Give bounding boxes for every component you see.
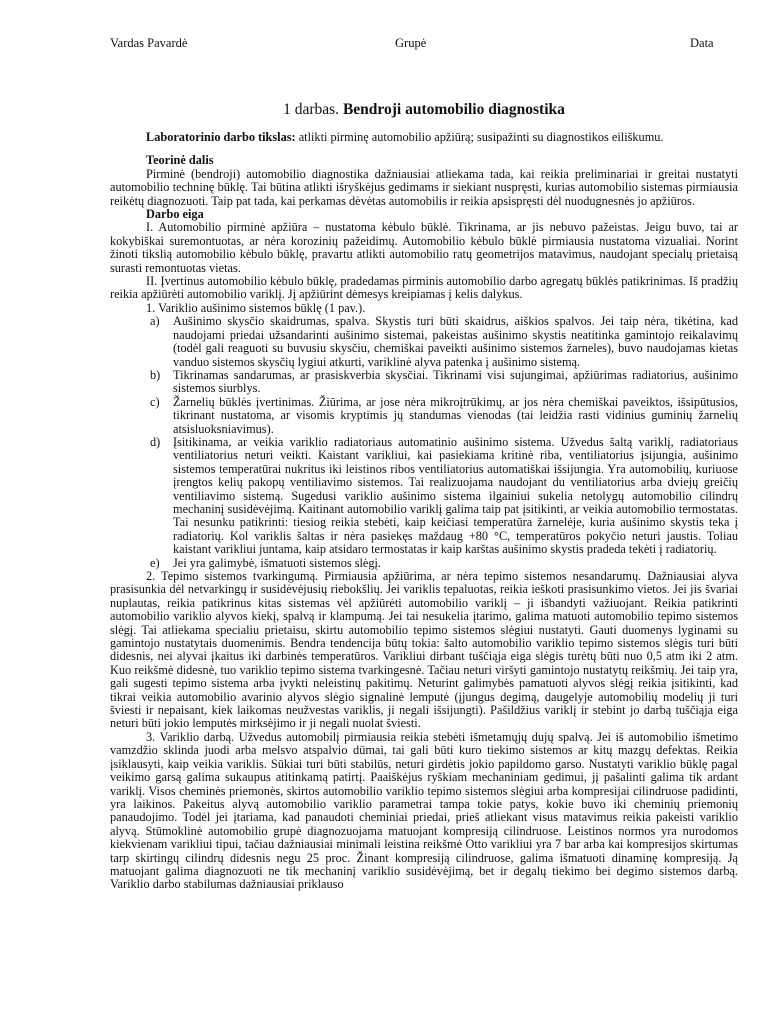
sub-item-b	[150, 369, 738, 396]
sub-item-text: Tikrinamas sandarumas, ar prasiskverbia skysčiai. Tikrinami visi sujungimai, apžiūrimas radiatorius, aušinimo sistemos siurblys.	[173, 367, 738, 396]
sub-item-label: b)	[150, 367, 161, 382]
sub-item-label: d)	[150, 434, 161, 449]
goal-paragraph	[146, 131, 738, 144]
sub-item-a	[150, 315, 738, 369]
title-main: Bendroji automobilio diagnostika	[342, 101, 565, 118]
sub-item-d	[150, 436, 738, 557]
procedure-paragraph-2: II. Įvertinus automobilio kėbulo būklę, pradedamas pirminis automobilio darbo agregatų būklės patikrinimas. Iš pradžių reikia apžiūrėti automobilio variklį. Jį apžiūrint dėmesys kreipiamas į kelis dalykus.	[110, 274, 738, 302]
sub-item-c	[150, 396, 738, 436]
sub-item-text: Aušinimo skysčio skaidrumas, spalva. Skystis turi būti skaidrus, aiškios spalvos. Jei taip nėra, tikėtina, kad naudojami priedai užsandarinti aušinimo sistemai, pakeistas aušinimo skystis neatitinka gamintojo reikalavimų (todėl gali reaguoti su buvusiu skysčiu, chemiškai paveikti aušinimo sistemos žarneles), buvo naudojamas kietas vanduo sistemos skysčių lygiui atkurti, variklinė alyva patenka į aušinimo sistemą.	[173, 314, 738, 369]
sub-item-label: e)	[150, 555, 160, 570]
theory-heading: Teorinė dalis	[146, 153, 214, 168]
header-date: Data	[690, 36, 714, 50]
theory-paragraph: Pirminė (bendroji) automobilio diagnostika dažniausiai atliekama tada, kai reikia preliminariai ir greitai nustatyti automobilio techninę būklę. Tai būtina atlikti išryškėjus gedimams ir siekiant nuspręsti, kurias automobilio sistemas pirmiausia reikėtų diagnozuoti. Taip pat tada, kai perkamas dėvėtas automobilis ir reikia apsispręsti dėl nuodugnesnės jo apžiūros.	[110, 166, 738, 208]
sub-item-label: c)	[150, 394, 160, 409]
sub-item-text: Įsitikinama, ar veikia variklio radiatoriaus automatinio aušinimo sistema. Užvedus šaltą variklį, radiatoriaus ventiliatorius neturi veikti. Kaistant varikliui, kai pasiekiama kritinė riba, ventiliatorius įsijungia, aušinimo sistemos temperatūrai nukritus iki leistinos ribos ventiliatorius automatiškai išsijungia. Yra automobilių, kuriuose įrengtos kelių pakopų ventiliavimo sistemos. Tai realizuojama naudojant du ventiliatorius arba dviejų greičių ventiliavimo sistemą. Sugedusi variklio aušinimo sistema ilgainiui sukelia netolygų automobilio cilindrų mechaninį susidėvėjimą. Kaitinant automobilio variklį galima taip pat įsitikinti, ar veikia automobilio termostatas. Tai nesunku patikrinti: tiesiog reikia stebėti, kaip keičiasi temperatūra žarnelėje, kuria aušinimo skystis teka į radiatorių. Kol variklis šaltas ir nėra pasiekęs maždaug +80 °C, temperatūros pokyčio neturi jaustis. Toliau kaistant varikliui juntama, kaip atsidaro termostatas ir kaip karštas aušinimo skystis pradeda tekėti į radiatorių.	[173, 434, 738, 557]
header-group: Grupė	[395, 36, 427, 50]
document-body	[110, 101, 738, 892]
sub-item-e	[150, 557, 738, 570]
goal-text: atlikti pirminę automobilio apžiūrą; susipažinti su diagnostikos eiliškumu.	[295, 130, 664, 144]
header-name: Vardas Pavardė	[110, 36, 188, 50]
sub-item-text: Žarnelių būklės įvertinimas. Žiūrima, ar jose nėra mikroįtrūkimų, ar jos nėra chemiškai paveiktos, išsipūtusios, tikrinant nustatoma, ar visomis kryptimis jų standumas vienodas (tai leidžia rasti vidinius guminių žarnelių atsisluoksniavimus).	[173, 394, 738, 436]
procedure-heading: Darbo eiga	[146, 207, 204, 222]
goal-label: Laboratorinio darbo tikslas:	[146, 130, 296, 144]
sub-item-label: a)	[150, 314, 160, 329]
list-item-2: 2. Tepimo sistemos tvarkingumą. Pirmiausia apžiūrima, ar nėra tepimo sistemos nesandarumų. Dažniausiai alyva prasisunkia dėl netvarkingų ir susidėvėjusių riebokšlių. Jei variklis tepaluotas, reikia ieškoti prasisunkimo vietos. Jei jis švariai nuplautas, reikia patikrinus kitas sistemas vėl apžiūrėti automobilio variklį – ji išbandyti važiuojant. Reikia patikrinti automobilio variklio alyvos kiekį, spalvą ir klampumą. Jei tai nesukelia įtarimo, galima matuoti automobilio tepimo sistemos slėgį. Tai atliekama specialiu prietaisu, skirtu automobilio tepimo sistemos slėgiui nustatyti. Gauti duomenys lyginami su gamintojo nustatytais duomenimis. Bendra tendencija būtų tokia: šalto automobilio variklio tepimo sistemos slėgis turi būti didesnis, nei alyvai įkaitus iki darbinės temperatūros. Varikliui dirbant tuščiąja eiga slėgis turėtų būti nuo 0,5 atm iki 2 atm. Kuo reikšmė didesnė, tuo variklio tepimo sistema tvarkingesnė. Tačiau neturi viršyti gamintojo nustatytų reikšmių. Jei taip yra, gali sugesti tepimo sistema arba įvykti neleistinų pakitimų. Neturint galimybės pamatuoti alyvos slėgį reikia įsitikinti, kad tikrai veikia automobilio avarinio alyvos slėgio signalinė lemputė (įjungus degimą, daugelyje automobilių modelių ji turi šviesti ir nepaisant, kiek laikomas neužvestas variklis, ji negali išsijungti). Pašildžius variklį ir stebint jo darbą tuščiąja eiga neturi būti jokio lemputės mirksėjimo ir ji negali nuolat šviesti.	[110, 569, 738, 731]
document-title	[110, 101, 738, 119]
title-prefix: 1 darbas.	[283, 101, 343, 118]
sub-item-text: Jei yra galimybė, išmatuoti sistemos slėgį.	[173, 555, 381, 570]
list-item-1: 1. Variklio aušinimo sistemos būklę (1 pav.).	[146, 300, 366, 315]
procedure-paragraph-1: I. Automobilio pirminė apžiūra – nustatoma kėbulo būklė. Tikrinama, ar jis nebuvo pažeistas. Jeigu buvo, tai ar kokybiškai suremontuotas, ar nėra korozinių pažeidimų. Automobilio kėbulo būklė pirmiausia nustatoma vizualiai. Norint žinoti tikslią automobilio kėbulo būklę, pravartu atlikti automobilio ratų geometrijos matavimus, naudojant specialų prietaisą surasti remontuotas vietas.	[110, 220, 738, 275]
list-item-3: 3. Variklio darbą. Užvedus automobilį pirmiausia reikia stebėti išmetamųjų dujų spalvą. Jei iš automobilio išmetimo vamzdžio sklinda juodi arba melsvo atspalvio dūmai, tai gali būti kuro tiekimo sistemos ar kitų mazgų defektas. Reikia įsiklausyti, kaip veikia variklis. Sūkiai turi būti stabilūs, neturi girdėtis jokio papildomo garso. Nustatyti variklio būklę pagal veikimo garsą galima sukaupus atitinkamą patirtį. Paaiškėjus ryškiam mechaniniam gedimui, jį pašalinti galima tik ardant variklį. Visos cheminės priemonės, skirtos automobilio variklio tepimo sistemos slėgiui arba kompresijai cilindruose padidinti, yra laikinos. Pakeitus alyvą automobilio variklio parametrai tampa tokie patys, kokie buvo iki cheminių priemonių panaudojimo. Todėl jei įtariama, kad panaudoti cheminiai priedai, prieš atliekant visus matavimus reikia pakeisti variklio alyvą. Stūmoklinė automobilio grupė diagnozuojama matuojant kompresiją cilindruose. Leistinos normos yra nurodomos kiekvienam varikliui tipui, tačiau dažniausiai minimali leistina reikšmė Otto varikliui yra 7 bar arba kai kompresijos skirtumas tarp skirtingų cilindrų didesnis negu 25 proc. Žinant kompresiją cilindruose, galima išmatuoti dinaminę kompresiją. Ją matuojant galima diagnozuoti ne tik mechaninį variklio susidėvėjimą, bet ir degalų tiekimo bei degimo sistemos darbą. Variklio darbo stabilumas dažniausiai priklauso	[110, 729, 738, 892]
